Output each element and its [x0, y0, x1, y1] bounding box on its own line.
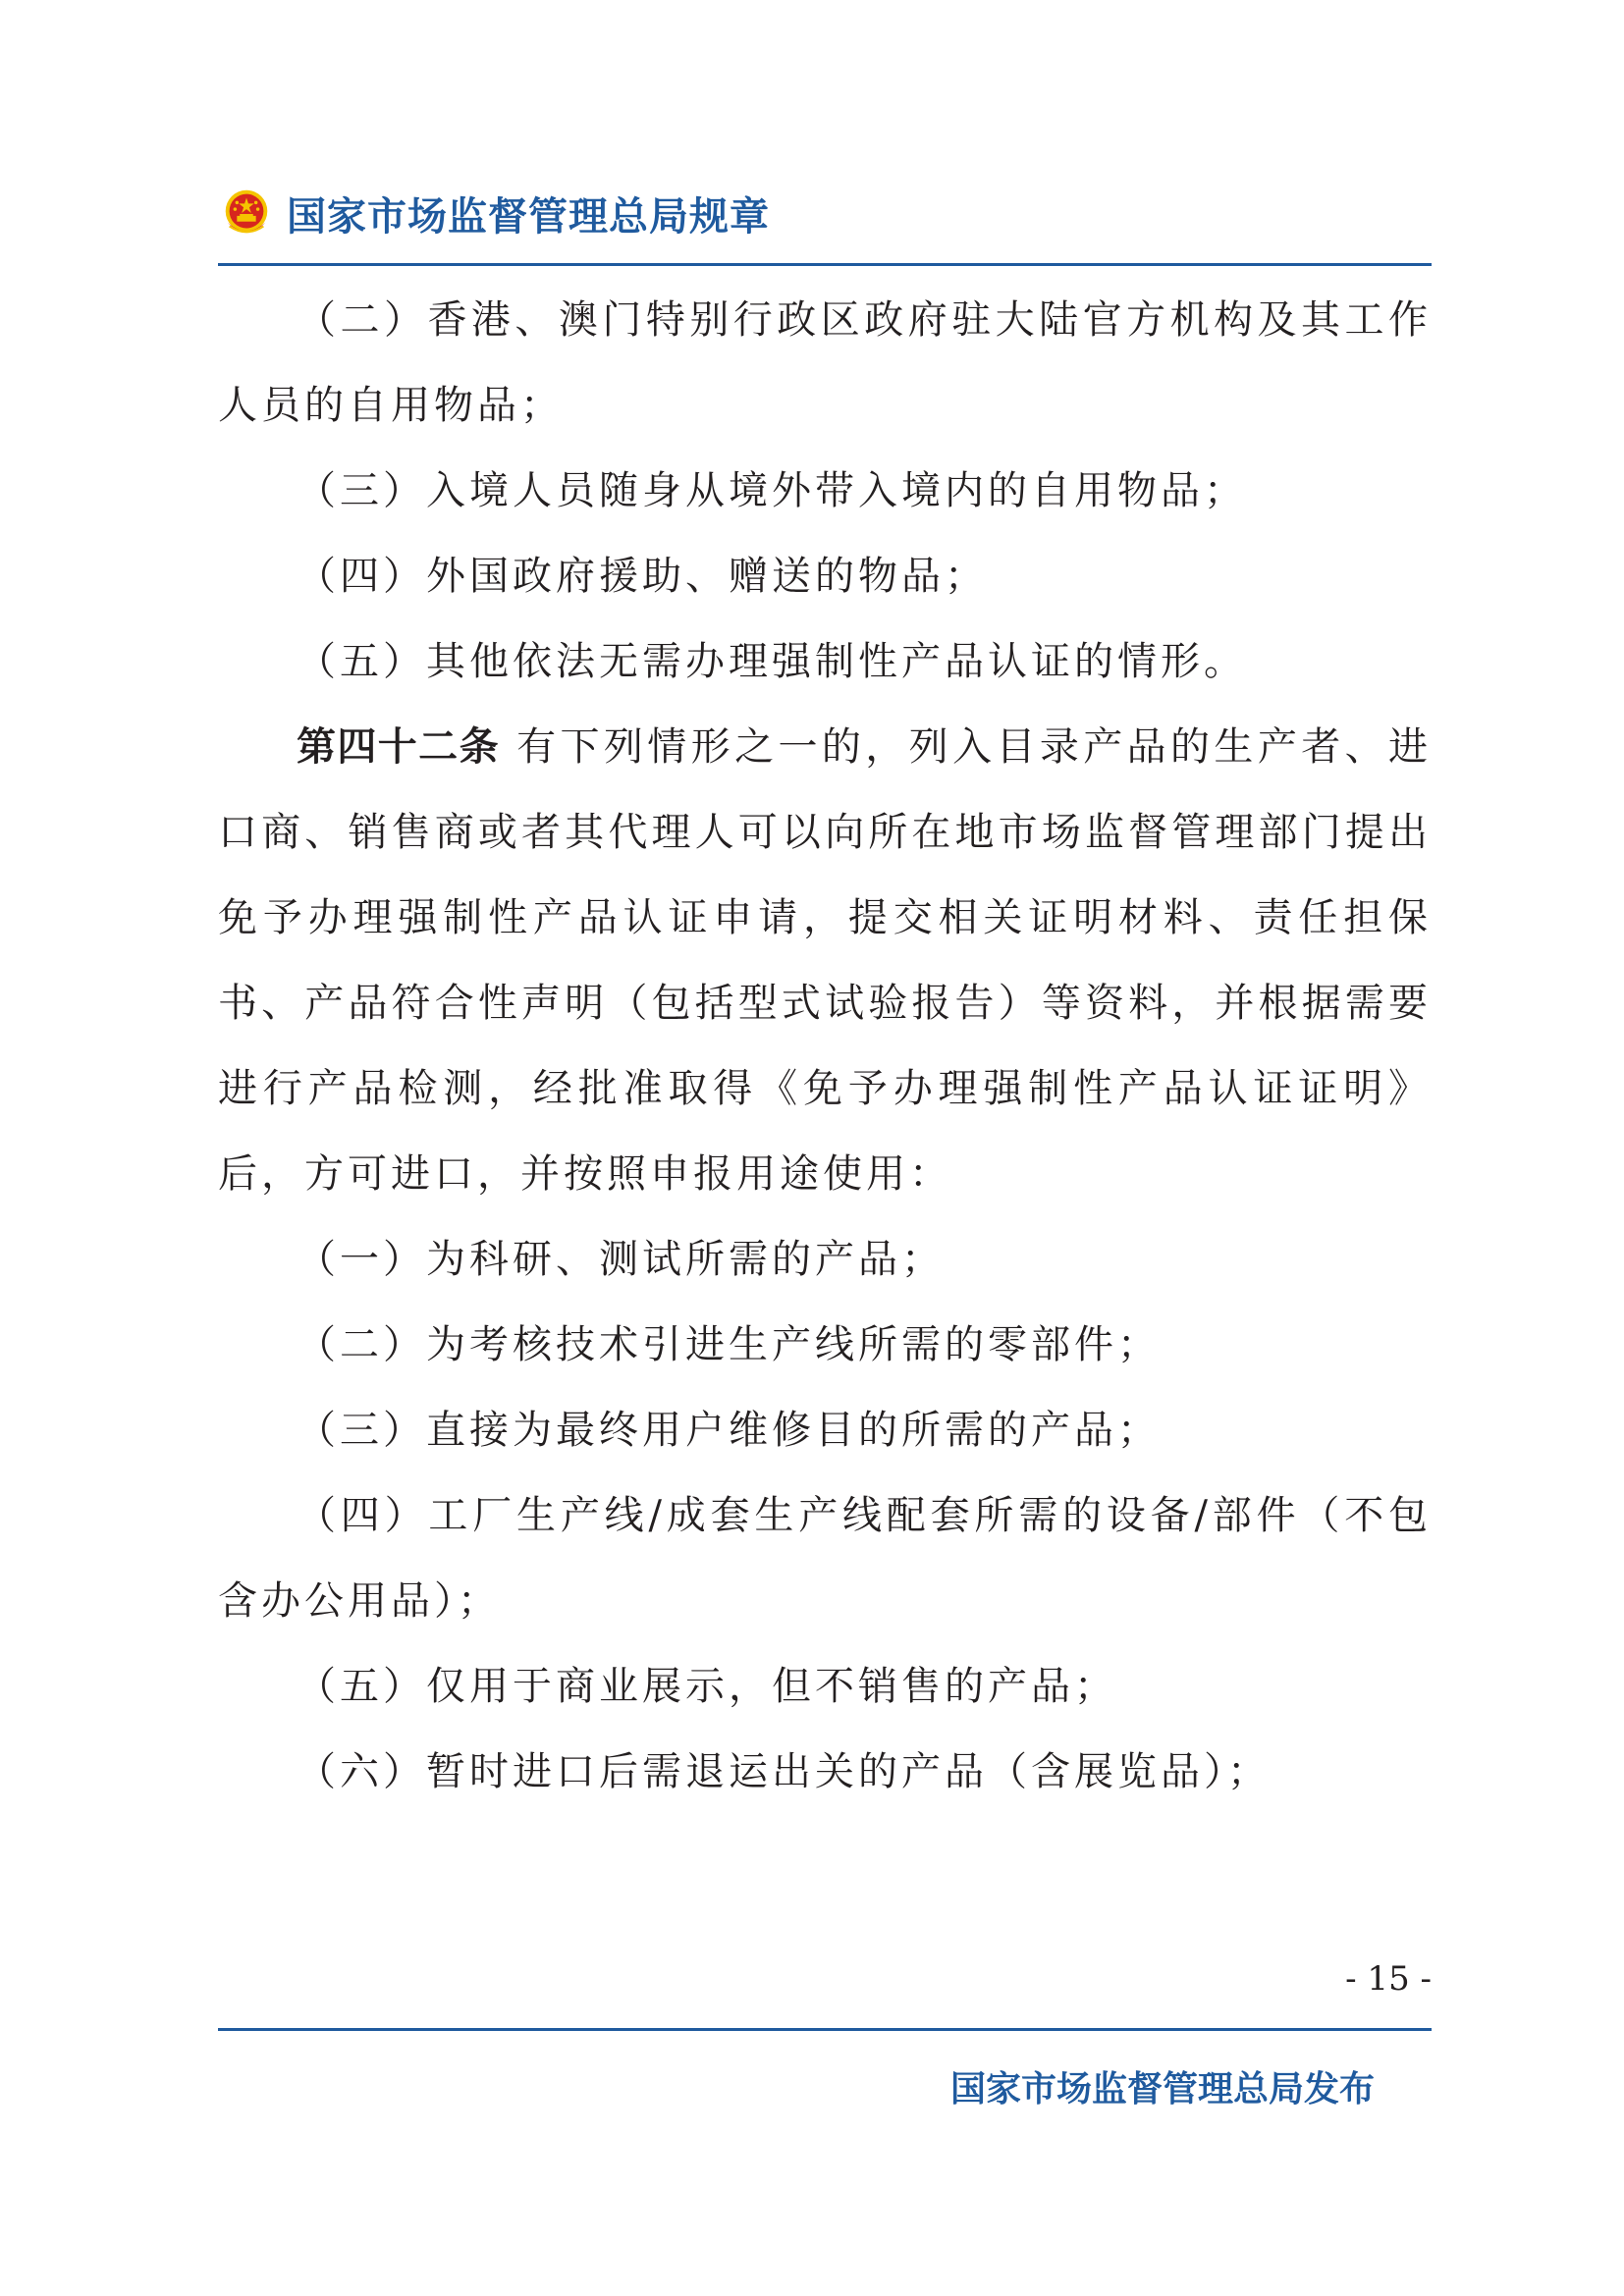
list-item: （五）仅用于商业展示，但不销售的产品；: [297, 1664, 1117, 1709]
list-item: （六）暂时进口后需退运出关的产品（含展览品）；: [297, 1749, 1271, 1794]
list-item: （二）为考核技术引进生产线所需的零部件；: [297, 1322, 1161, 1367]
list-item: （一）为科研、测试所需的产品；: [297, 1237, 945, 1282]
article-paragraph: [218, 705, 1432, 1217]
list-item: （四）工厂生产线/成套生产线配套所需的设备/部件（不包含办公用品）；: [218, 1493, 1432, 1624]
document-body: [218, 278, 1432, 1815]
page-header: [218, 179, 770, 247]
article-heading: 第四十二条: [297, 724, 500, 770]
footer-divider: [218, 2028, 1432, 2031]
header-title: 国家市场监督管理总局规章: [287, 193, 770, 240]
national-emblem-icon: [218, 185, 275, 241]
footer-publisher: 国家市场监督管理总局发布: [949, 2069, 1375, 2109]
list-item: （三）直接为最终用户维修目的所需的产品；: [297, 1408, 1161, 1453]
header-divider: [218, 263, 1432, 266]
article-text: 有下列情形之一的，列入目录产品的生产者、进口商、销售商或者其代理人可以向所在地市场监督管理部门提出免予办理强制性产品认证申请，提交相关证明材料、责任担保书、产品符合性声明（包括型式试验报告）等资料，并根据需要进行产品检测，经批准取得《免予办理强制性产品认证证明》后，方可进口，并按照申报用途使用：: [218, 724, 1433, 1197]
paragraph: （三）入境人员随身从境外带入境内的自用物品；: [297, 468, 1247, 513]
paragraph: （二）香港、澳门特别行政区政府驻大陆官方机构及其工作人员的自用物品；: [218, 297, 1432, 428]
page-number: - 15 -: [1345, 1959, 1432, 1999]
paragraph: （五）其他依法无需办理强制性产品认证的情形。: [297, 639, 1247, 684]
paragraph: （四）外国政府援助、赠送的物品；: [297, 554, 988, 599]
